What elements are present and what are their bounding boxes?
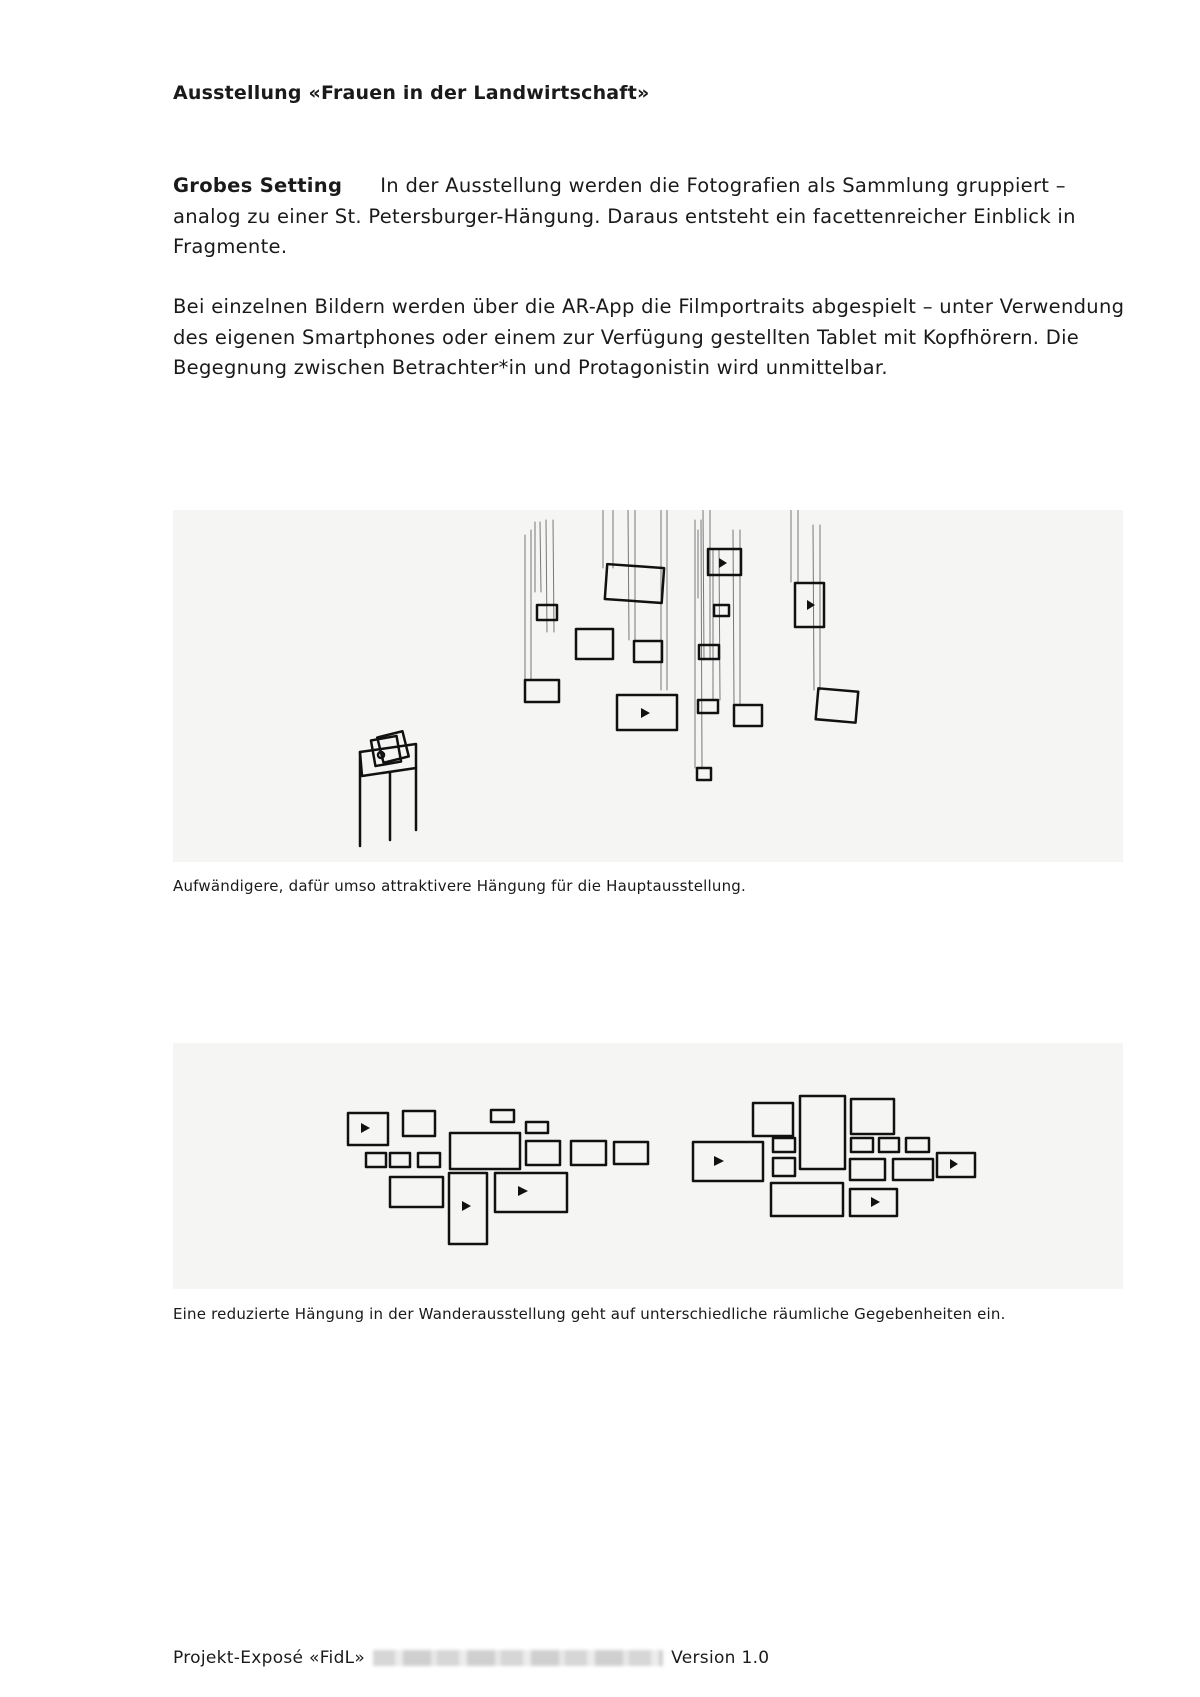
paragraph-text-1: In der Ausstellung werden die Fotografien als Sammlung gruppiert – analog zu einer St. Petersburger-Hängung. Daraus entsteht ein facettenreicher Einblick in Fragmente. — [173, 174, 1076, 258]
section-label: Grobes Setting — [173, 174, 343, 197]
page-footer — [173, 1648, 769, 1668]
setting-paragraph — [173, 171, 1133, 263]
sketch-travelling-exhibition — [173, 1043, 1123, 1289]
figure-caption-2: Eine reduzierte Hängung in der Wanderausstellung geht auf unterschiedliche räumliche Gegebenheiten ein. — [173, 1305, 1006, 1323]
redacted-text — [373, 1650, 663, 1666]
figure-caption-1: Aufwändigere, dafür umso attraktivere Hängung für die Hauptausstellung. — [173, 877, 746, 895]
footer-version: Version 1.0 — [671, 1648, 770, 1668]
paragraph-text-2: Bei einzelnen Bildern werden über die AR-App die Filmportraits abgespielt – unter Verwendung des eigenen Smartphones oder einem zur Verfügung gestellten Tablet mit Kopfhörern. Die Begegnung zwischen Betrachter*in und Protagonistin wird unmittelbar. — [173, 295, 1125, 379]
footer-title: Projekt-Exposé «FidL» — [173, 1648, 366, 1668]
sketch-main-exhibition — [173, 510, 1123, 862]
page-title: Ausstellung «Frauen in der Landwirtschaft» — [173, 82, 650, 104]
